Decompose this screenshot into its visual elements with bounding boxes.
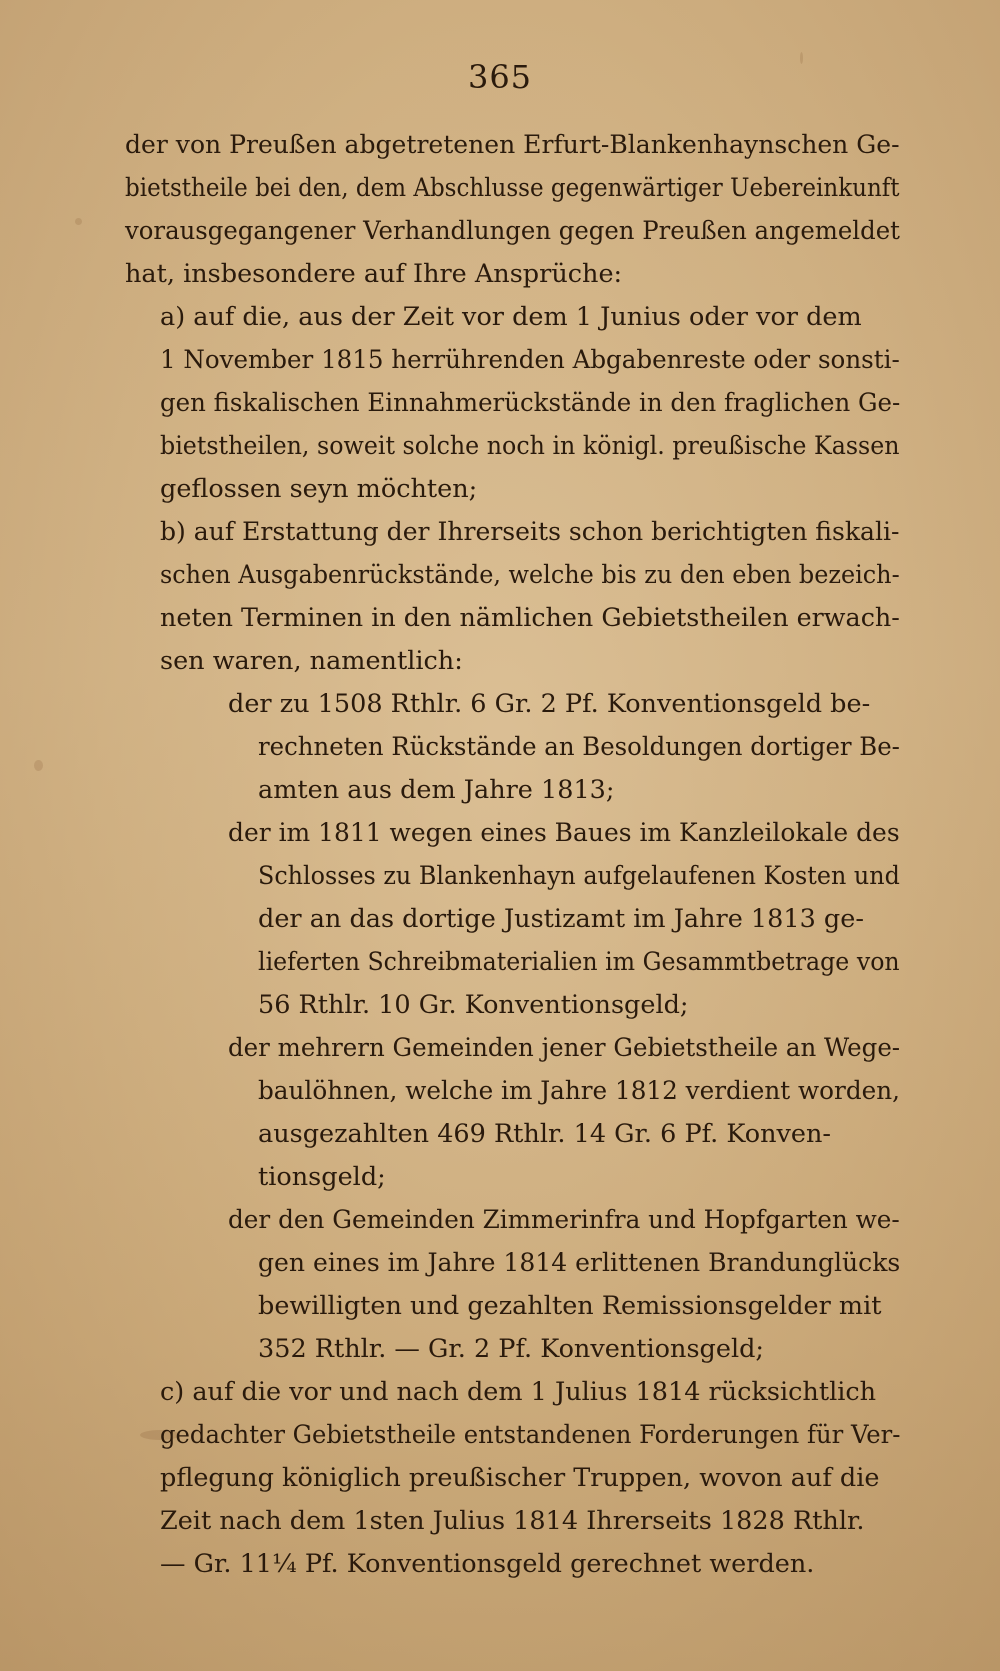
text-line: gen fiskalischen Einnahmerückstände in den fraglichen Ge- bbox=[160, 388, 901, 418]
text-line: bewilligten und gezahlten Remissionsgelder mit bbox=[258, 1291, 882, 1321]
text-line: der von Preußen abgetretenen Erfurt-Blankenhaynschen Ge- bbox=[125, 130, 900, 160]
text-line: 1 November 1815 herrührenden Abgabenreste oder sonsti- bbox=[160, 345, 900, 375]
text-line: hat, insbesondere auf Ihre Ansprüche: bbox=[125, 259, 623, 289]
text-line: — Gr. 11¼ Pf. Konventionsgeld gerechnet werden. bbox=[160, 1549, 815, 1579]
text-line: bietstheile bei den, dem Abschlusse gegenwärtiger Uebereinkunft bbox=[125, 173, 900, 203]
text-line: 352 Rthlr. — Gr. 2 Pf. Konventionsgeld; bbox=[258, 1334, 765, 1364]
text-line: sen waren, namentlich: bbox=[160, 646, 463, 676]
text-line: neten Terminen in den nämlichen Gebietstheilen erwach- bbox=[160, 603, 900, 633]
paper-stain bbox=[34, 760, 43, 771]
text-line: der im 1811 wegen eines Baues im Kanzleilokale des bbox=[228, 818, 900, 848]
paper-stain bbox=[75, 218, 82, 225]
text-line: amten aus dem Jahre 1813; bbox=[258, 775, 615, 805]
text-line: c) auf die vor und nach dem 1 Julius 1814 rücksichtlich bbox=[160, 1377, 877, 1407]
text-line: ausgezahlten 469 Rthlr. 14 Gr. 6 Pf. Konven- bbox=[258, 1119, 832, 1149]
text-line: der mehrern Gemeinden jener Gebietstheile an Wege- bbox=[228, 1033, 901, 1063]
text-line: Schlosses zu Blankenhayn aufgelaufenen Kosten und bbox=[258, 861, 900, 891]
page-number: 365 bbox=[467, 58, 533, 96]
text-line: geflossen seyn möchten; bbox=[160, 474, 478, 504]
text-line: der zu 1508 Rthlr. 6 Gr. 2 Pf. Konventionsgeld be- bbox=[228, 689, 871, 719]
text-line: Zeit nach dem 1sten Julius 1814 Ihrerseits 1828 Rthlr. bbox=[160, 1506, 865, 1536]
text-line: tionsgeld; bbox=[258, 1162, 386, 1192]
text-line: schen Ausgabenrückstände, welche bis zu den eben bezeich- bbox=[160, 560, 900, 590]
text-line: b) auf Erstattung der Ihrerseits schon berichtigten fiskali- bbox=[160, 517, 900, 547]
text-line: bietstheilen, soweit solche noch in königl. preußische Kassen bbox=[160, 431, 900, 461]
text-line: pflegung königlich preußischer Truppen, wovon auf die bbox=[160, 1463, 880, 1493]
text-line: baulöhnen, welche im Jahre 1812 verdient worden, bbox=[258, 1076, 901, 1106]
text-line: rechneten Rückstände an Besoldungen dortiger Be- bbox=[258, 732, 900, 762]
text-line: gen eines im Jahre 1814 erlittenen Brandunglücks bbox=[258, 1248, 901, 1278]
text-line: a) auf die, aus der Zeit vor dem 1 Junius oder vor dem bbox=[160, 302, 862, 332]
text-line: der den Gemeinden Zimmerinfra und Hopfgarten we- bbox=[228, 1205, 900, 1235]
text-line: 56 Rthlr. 10 Gr. Konventionsgeld; bbox=[258, 990, 689, 1020]
text-line: der an das dortige Justizamt im Jahre 1813 ge- bbox=[258, 904, 864, 934]
text-line: gedachter Gebietstheile entstandenen Forderungen für Ver- bbox=[160, 1420, 901, 1450]
text-line: vorausgegangener Verhandlungen gegen Preußen angemeldet bbox=[125, 216, 900, 246]
text-line: lieferten Schreibmaterialien im Gesammtbetrage von bbox=[258, 947, 900, 977]
